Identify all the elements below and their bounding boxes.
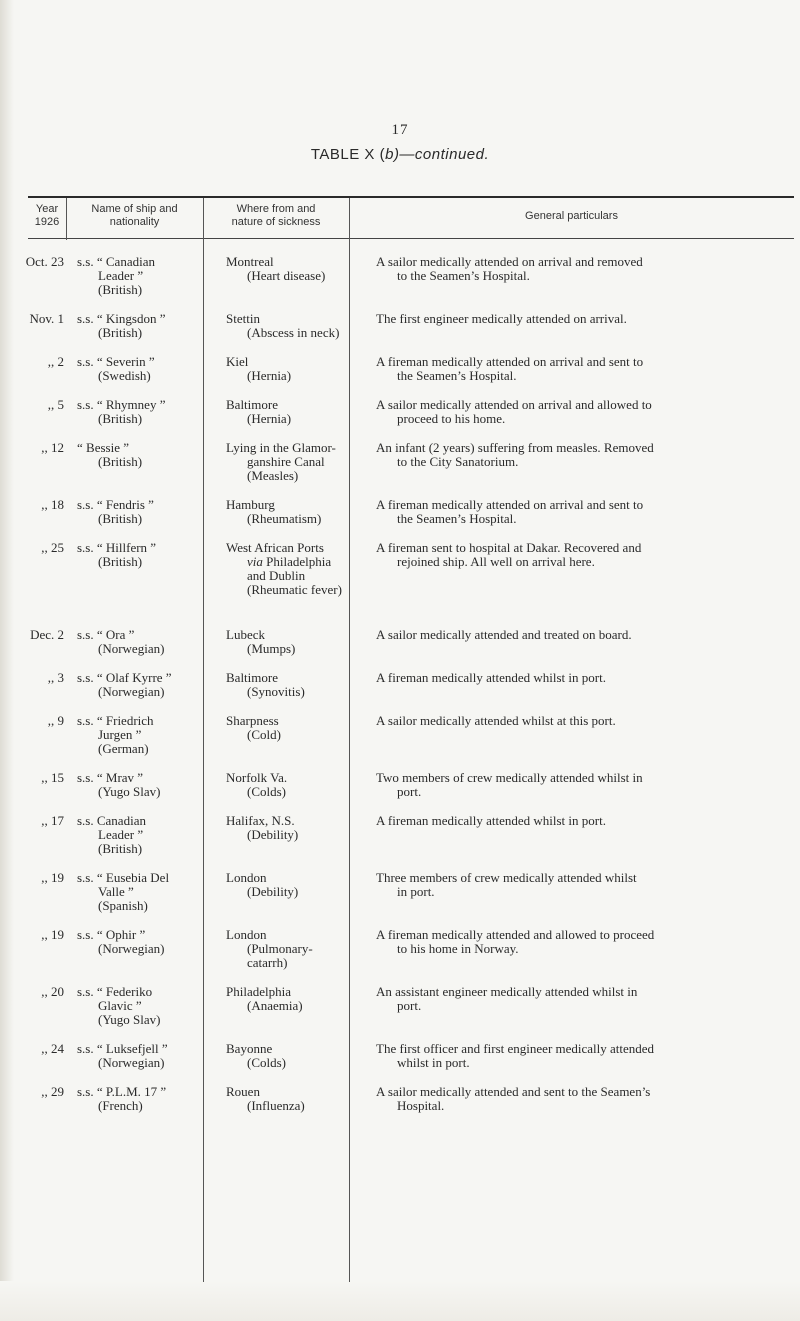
row-ship-name-line: s.s. “ Eusebia Del [77, 870, 170, 885]
row-ship-name-line: (British) [98, 511, 143, 526]
row-where-from-line: Norfolk Va. [226, 770, 288, 785]
row-ship-name-line: (British) [98, 454, 143, 469]
row-where-from-line: (Measles) [247, 468, 299, 483]
row-general-particulars-line: the Seamen’s Hospital. [397, 511, 517, 526]
table-title-letter: b [385, 146, 394, 163]
row-where-from-line: (Cold) [247, 727, 281, 742]
row-ship-name-line: s.s. “ Rhymney ” [77, 397, 166, 412]
row-general-particulars-line: to his home in Norway. [397, 941, 519, 956]
row-where-from-line: (Debility) [247, 884, 299, 899]
row-ship-name-line: (Swedish) [98, 368, 151, 383]
row-where-from-line: (Rheumatic fever) [247, 582, 342, 597]
row-date: ,, 19 [41, 927, 64, 942]
row-where-from-line: Montreal [226, 254, 274, 269]
row-general-particulars-line: The first engineer medically attended on arrival. [376, 311, 627, 326]
row-general-particulars-line: An assistant engineer medically attended whilst in [376, 984, 638, 999]
row-where-from-line: (Synovitis) [247, 684, 305, 699]
row-date: Dec. 2 [30, 627, 64, 642]
row-where-from-line: (Colds) [247, 784, 286, 799]
row-where-from-line: (Colds) [247, 1055, 286, 1070]
row-date: Nov. 1 [29, 311, 64, 326]
row-ship-name-line: Valle ” [98, 884, 134, 899]
page-bottom-shadow [0, 1281, 800, 1321]
row-ship-name-line: Leader ” [98, 268, 144, 283]
row-where-from-line: Philadelphia [226, 984, 291, 999]
row-general-particulars [376, 814, 784, 828]
row-where-from-line: (Anaemia) [247, 998, 303, 1013]
row-general-particulars-line: A fireman sent to hospital at Dakar. Recovered and [376, 540, 642, 555]
page-edge-shadow [0, 0, 14, 1321]
row-where-from-line: Baltimore [226, 397, 278, 412]
row-general-particulars-line: A sailor medically attended whilst at this port. [376, 713, 616, 728]
row-ship-name [77, 441, 207, 469]
row-where-from-line: (Mumps) [247, 641, 296, 656]
row-ship-name-line: s.s. “ Ophir ” [77, 927, 146, 942]
row-ship-name-line: (Yugo Slav) [98, 784, 161, 799]
row-general-particulars-line: A fireman medically attended whilst in port. [376, 670, 606, 685]
row-general-particulars [376, 355, 784, 383]
row-general-particulars [376, 1085, 784, 1113]
row-date: ,, 29 [41, 1084, 64, 1099]
row-date: ,, 9 [47, 713, 64, 728]
row-where-from-line: (Pulmonary- [247, 941, 313, 956]
row-ship-name [77, 928, 207, 956]
row-general-particulars-line: to the City Sanatorium. [397, 454, 519, 469]
row-ship-name-line: Leader ” [98, 827, 144, 842]
row-general-particulars [376, 985, 784, 1013]
row-ship-name-line: (British) [98, 841, 143, 856]
row-where-from-line: London [226, 870, 267, 885]
row-where-from [226, 871, 354, 899]
row-where-from-line: Lubeck [226, 627, 265, 642]
row-general-particulars [376, 628, 784, 642]
row-where-from-line: Baltimore [226, 670, 278, 685]
table-header-rule [28, 238, 794, 239]
row-ship-name [77, 671, 207, 699]
row-ship-name-line: s.s. “ Ora ” [77, 627, 135, 642]
row-where-from [226, 628, 354, 656]
row-general-particulars-line: A sailor medically attended and sent to the Seamen’s [376, 1084, 651, 1099]
row-where-from-line: Rouen [226, 1084, 260, 1099]
row-where-from-line: Stettin [226, 311, 260, 326]
row-general-particulars [376, 771, 784, 799]
row-general-particulars [376, 498, 784, 526]
row-general-particulars [376, 541, 784, 569]
header-where-from: Where from and nature of sickness [231, 203, 321, 228]
row-ship-name-line: (French) [98, 1098, 143, 1113]
row-general-particulars-line: rejoined ship. All well on arrival here. [397, 554, 595, 569]
row-general-particulars [376, 312, 784, 326]
row-ship-name-line: (Norwegian) [98, 684, 165, 699]
row-general-particulars [376, 441, 784, 469]
row-where-from-line: London [226, 927, 267, 942]
row-where-from-line: Bayonne [226, 1041, 273, 1056]
row-general-particulars-line: in port. [397, 884, 435, 899]
row-where-from [226, 671, 354, 699]
row-where-from-line: via Philadelphia [247, 554, 332, 569]
row-ship-name [77, 814, 207, 856]
row-ship-name-line: (British) [98, 282, 143, 297]
row-ship-name [77, 714, 207, 756]
row-date: ,, 20 [41, 984, 64, 999]
row-ship-name-line: s.s. “ Friedrich [77, 713, 154, 728]
row-ship-name [77, 871, 207, 913]
row-date: ,, 15 [41, 770, 64, 785]
row-ship-name-line: s.s. “ Federiko [77, 984, 153, 999]
row-general-particulars-line: A sailor medically attended and treated on board. [376, 627, 632, 642]
row-date: Oct. 23 [25, 254, 64, 269]
row-where-from-line: (Hernia) [247, 368, 292, 383]
row-ship-name-line: s.s. “ Mrav ” [77, 770, 144, 785]
row-where-from [226, 771, 354, 799]
row-general-particulars [376, 398, 784, 426]
table-title [0, 146, 800, 163]
row-ship-name-line: Glavic ” [98, 998, 142, 1013]
row-general-particulars [376, 871, 784, 899]
row-where-from [226, 312, 354, 340]
row-general-particulars-line: Two members of crew medically attended whilst in [376, 770, 643, 785]
row-ship-name-line: (British) [98, 325, 143, 340]
row-general-particulars-line: Three members of crew medically attended whilst [376, 870, 637, 885]
row-general-particulars [376, 671, 784, 685]
row-ship-name [77, 541, 207, 569]
row-where-from [226, 398, 354, 426]
row-date: ,, 24 [41, 1041, 64, 1056]
table-title-suffix: )—continued. [393, 146, 490, 163]
row-where-from-line: Sharpness [226, 713, 279, 728]
row-general-particulars-line: port. [397, 998, 422, 1013]
row-where-from-line: Lying in the Glamor- [226, 440, 336, 455]
row-ship-name-line: (Norwegian) [98, 1055, 165, 1070]
row-general-particulars [376, 714, 784, 728]
table-title-prefix: TABLE X ( [310, 146, 386, 163]
row-ship-name-line: s.s. “ Olaf Kyrre ” [77, 670, 172, 685]
row-where-from-line: (Abscess in neck) [247, 325, 340, 340]
row-where-from-line: and Dublin [247, 568, 306, 583]
row-general-particulars-line: A sailor medically attended on arrival and removed [376, 254, 643, 269]
row-where-from [226, 928, 354, 970]
row-ship-name-line: s.s. “ Severin ” [77, 354, 155, 369]
row-where-from [226, 541, 354, 597]
row-where-from [226, 1042, 354, 1070]
row-where-from-line: (Hernia) [247, 411, 292, 426]
row-where-from [226, 355, 354, 383]
row-ship-name-line: (British) [98, 411, 143, 426]
row-where-from-line: (Debility) [247, 827, 299, 842]
row-where-from-line: catarrh) [247, 955, 288, 970]
row-where-from [226, 441, 354, 483]
page-number: 17 [391, 122, 409, 138]
row-date: ,, 19 [41, 870, 64, 885]
row-general-particulars-line: The first officer and first engineer medically attended [376, 1041, 655, 1056]
row-general-particulars-line: A fireman medically attended on arrival and sent to [376, 354, 644, 369]
row-where-from-line: (Influenza) [247, 1098, 305, 1113]
row-ship-name-line: (Spanish) [98, 898, 148, 913]
row-where-from-line: Kiel [226, 354, 249, 369]
row-ship-name [77, 985, 207, 1027]
row-ship-name [77, 628, 207, 656]
row-where-from [226, 498, 354, 526]
row-ship-name [77, 398, 207, 426]
row-date: ,, 5 [47, 397, 64, 412]
row-general-particulars-line: port. [397, 784, 422, 799]
row-where-from [226, 985, 354, 1013]
row-general-particulars-line: whilst in port. [397, 1055, 470, 1070]
row-date: ,, 18 [41, 497, 64, 512]
row-date: ,, 2 [47, 354, 64, 369]
row-ship-name-line: (Norwegian) [98, 641, 165, 656]
row-ship-name [77, 355, 207, 383]
row-ship-name-line: s.s. Canadian [77, 813, 146, 828]
row-date: ,, 17 [41, 813, 64, 828]
row-ship-name-line: s.s. “ Hillfern ” [77, 540, 157, 555]
row-general-particulars-line: Hospital. [397, 1098, 445, 1113]
row-ship-name-line: (Norwegian) [98, 941, 165, 956]
row-general-particulars-line: proceed to his home. [397, 411, 506, 426]
row-general-particulars-line: A fireman medically attended whilst in port. [376, 813, 606, 828]
row-where-from [226, 255, 354, 283]
row-where-from-line: Hamburg [226, 497, 275, 512]
row-general-particulars [376, 255, 784, 283]
header-general: General particulars [525, 210, 618, 222]
row-where-from-line: West African Ports [226, 540, 324, 555]
header-year: Year 1926 [34, 203, 60, 228]
row-general-particulars-line: the Seamen’s Hospital. [397, 368, 517, 383]
row-general-particulars-line: An infant (2 years) suffering from measles. Removed [376, 440, 654, 455]
row-ship-name-line: Jurgen ” [98, 727, 142, 742]
row-where-from-line: (Rheumatism) [247, 511, 322, 526]
row-ship-name-line: (British) [98, 554, 143, 569]
row-ship-name [77, 771, 207, 799]
row-where-from-line: (Heart disease) [247, 268, 326, 283]
row-general-particulars-line: A sailor medically attended on arrival and allowed to [376, 397, 652, 412]
row-where-from [226, 814, 354, 842]
row-ship-name [77, 1042, 207, 1070]
row-ship-name-line: “ Bessie ” [77, 440, 129, 455]
row-ship-name-line: (German) [98, 741, 149, 756]
row-where-from-line: ganshire Canal [247, 454, 325, 469]
row-ship-name [77, 255, 207, 297]
row-where-from [226, 1085, 354, 1113]
row-date: ,, 3 [47, 670, 64, 685]
row-general-particulars [376, 1042, 784, 1070]
row-ship-name [77, 498, 207, 526]
row-ship-name [77, 312, 207, 340]
row-general-particulars [376, 928, 784, 956]
row-ship-name-line: s.s. “ Kingsdon ” [77, 311, 166, 326]
table-top-rule [28, 196, 794, 198]
row-ship-name-line: (Yugo Slav) [98, 1012, 161, 1027]
row-ship-name-line: s.s. “ P.L.M. 17 ” [77, 1084, 167, 1099]
header-ship-name: Name of ship and nationality [91, 203, 178, 228]
row-where-from [226, 714, 354, 742]
row-ship-name-line: s.s. “ Luksefjell ” [77, 1041, 168, 1056]
row-general-particulars-line: to the Seamen’s Hospital. [397, 268, 530, 283]
row-general-particulars-line: A fireman medically attended on arrival and sent to [376, 497, 644, 512]
row-where-from-line: Halifax, N.S. [226, 813, 295, 828]
row-date: ,, 25 [41, 540, 64, 555]
row-ship-name [77, 1085, 207, 1113]
row-ship-name-line: s.s. “ Canadian [77, 254, 155, 269]
row-general-particulars-line: A fireman medically attended and allowed to proceed [376, 927, 655, 942]
row-date: ,, 12 [41, 440, 64, 455]
row-ship-name-line: s.s. “ Fendris ” [77, 497, 154, 512]
